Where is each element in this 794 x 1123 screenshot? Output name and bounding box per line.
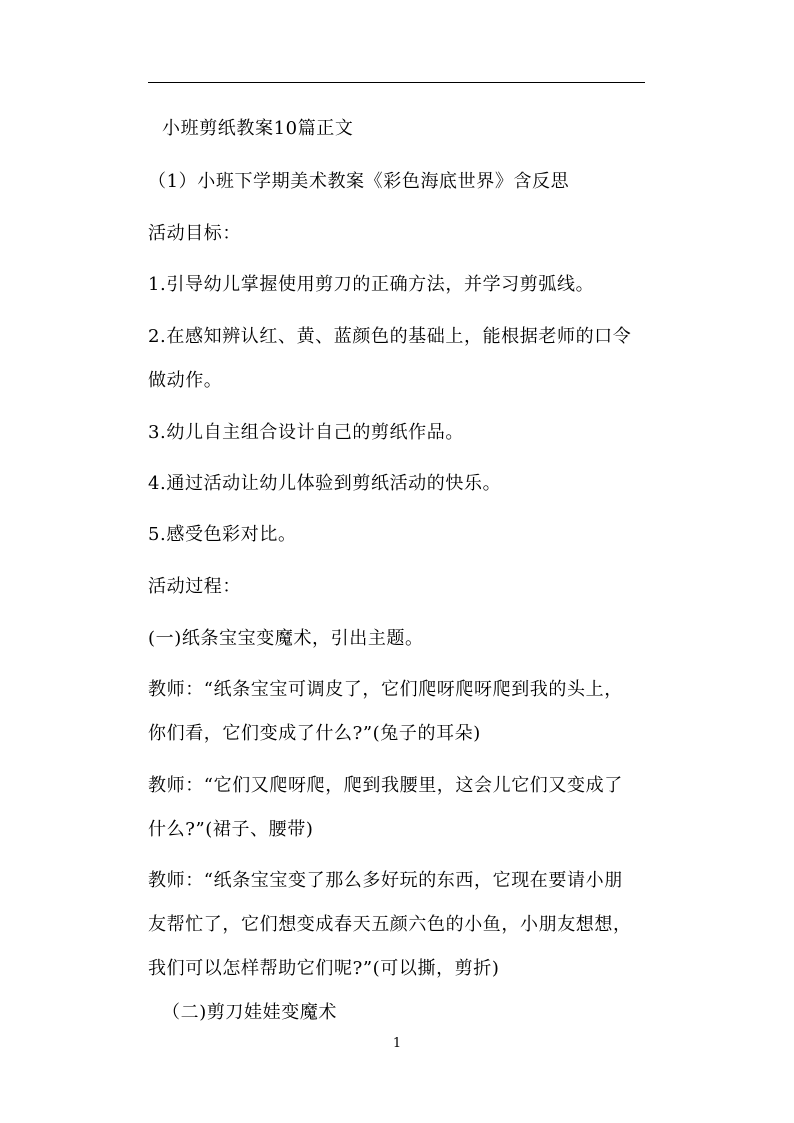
paragraph-line: 什么?”(裙子、腰带) (148, 819, 314, 840)
header-rule (148, 82, 645, 83)
paragraph-line: 你们看，它们变成了什么?”(兔子的耳朵) (148, 723, 481, 744)
paragraph-line: 教师：“纸条宝宝变了那么多好玩的东西，它现在要请小朋 (148, 870, 623, 891)
goal-item-5: 5.感受色彩对比。 (148, 524, 297, 545)
goal-item-2: 2.在感知辨认红、黄、蓝颜色的基础上，能根据老师的口令 (148, 326, 632, 347)
goal-item-2-continued: 做动作。 (148, 370, 223, 391)
process-step-2: （二)剪刀娃娃变魔术 (162, 1002, 338, 1023)
paragraph-line: 教师：“它们又爬呀爬，爬到我腰里，这会儿它们又变成了 (148, 775, 623, 796)
page-number: 1 (392, 1036, 402, 1051)
document-title: 小班剪纸教案10篇正文 (162, 118, 354, 139)
goal-item-4: 4.通过活动让幼儿体验到剪纸活动的快乐。 (148, 473, 502, 494)
paragraph-line: 教师：“纸条宝宝可调皮了，它们爬呀爬呀爬到我的头上， (148, 679, 623, 700)
goal-item-3: 3.幼儿自主组合设计自己的剪纸作品。 (148, 422, 464, 443)
section-heading: （1）小班下学期美术教案《彩色海底世界》含反思 (148, 171, 570, 192)
paragraph-line: 友帮忙了，它们想变成春天五颜六色的小鱼，小朋友想想， (148, 914, 632, 935)
activity-process-heading: 活动过程： (148, 576, 241, 597)
activity-goals-heading: 活动目标： (148, 223, 241, 244)
paragraph-line: 我们可以怎样帮助它们呢?”(可以撕，剪折) (148, 958, 500, 979)
process-step-1: (一)纸条宝宝变魔术，引出主题。 (148, 628, 424, 649)
goal-item-1: 1.引导幼儿掌握使用剪刀的正确方法，并学习剪弧线。 (148, 274, 595, 295)
